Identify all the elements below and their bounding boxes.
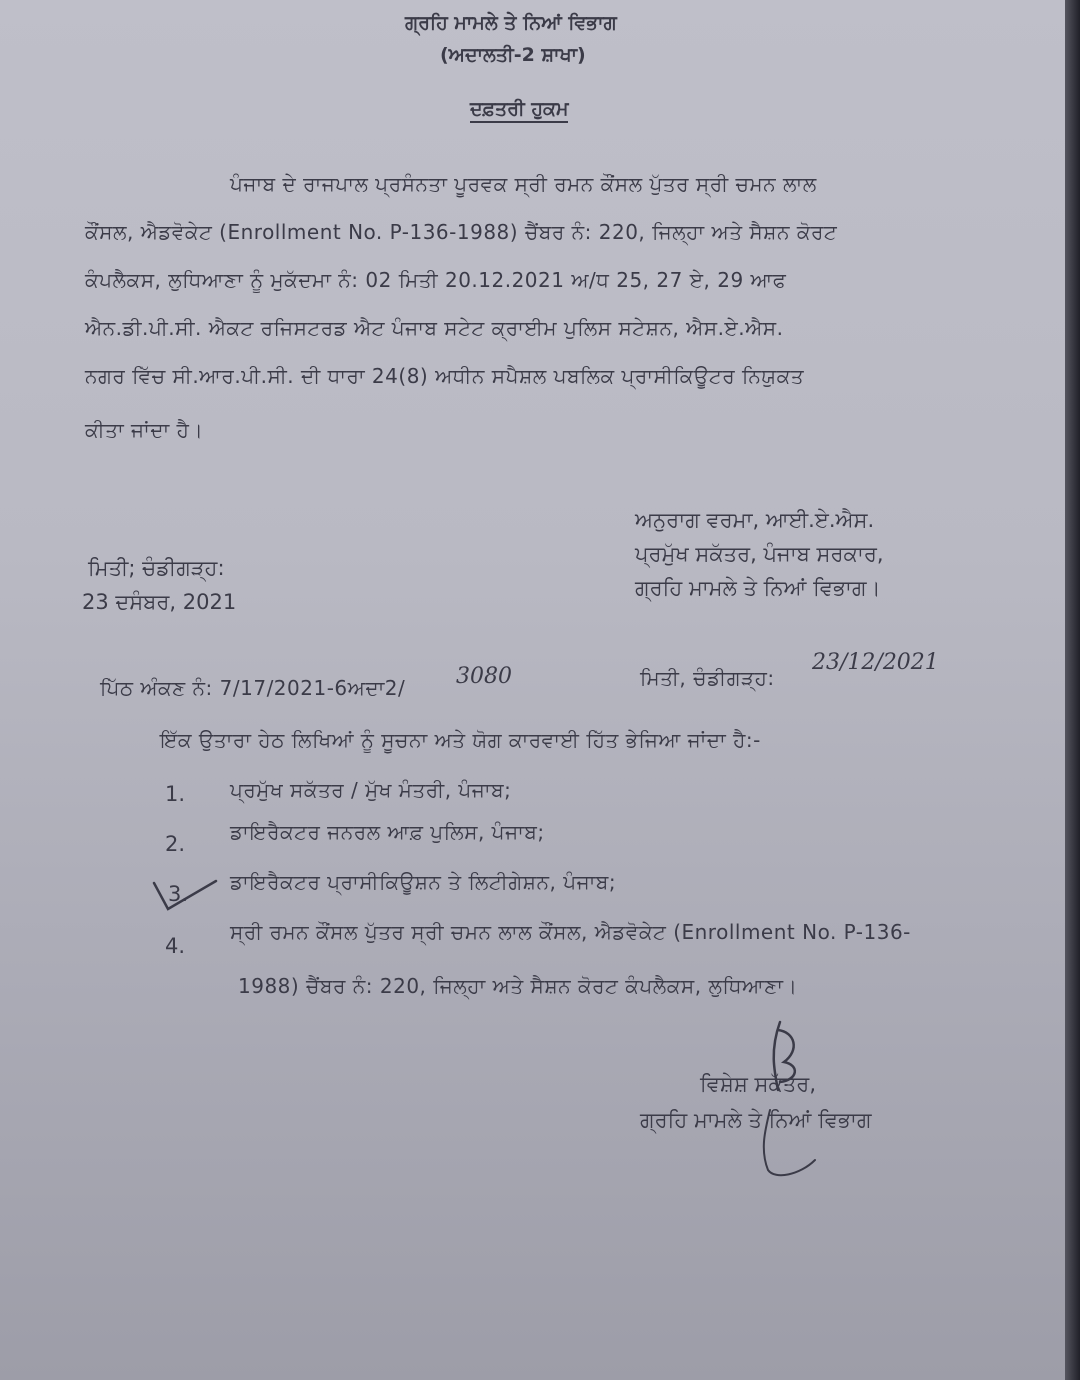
recipient-number: 4.	[165, 934, 186, 958]
recipient-number: 2.	[165, 832, 186, 856]
order-body-line-2: ਕੌਂਸਲ, ਐਡਵੋਕੇਟ (Enrollment No. P-136-1988) ਚੈਂਬਰ ਨੰ: 220, ਜਿਲ੍ਹਾ ਅਤੇ ਸੈਸ਼ਨ ਕੋਰਟ	[85, 220, 838, 244]
recipient-item-4-cont: 1988) ਚੈਂਬਰ ਨੰ: 220, ਜਿਲ੍ਹਾ ਅਤੇ ਸੈਸ਼ਨ ਕੋਰਟ ਕੰਪਲੈਕਸ, ਲੁਧਿਆਣਾ।	[238, 974, 798, 998]
date-place-label: ਮਿਤੀ; ਚੰਡੀਗੜ੍ਹ:	[88, 556, 225, 580]
order-body-line-6: ਕੀਤਾ ਜਾਂਦਾ ਹੈ।	[85, 418, 204, 442]
endorsement-number-label: ਪਿੱਠ ਅੰਕਣ ਨੰ: 7/17/2021-6ਅਦਾ2/	[100, 676, 406, 700]
order-title: ਦਫ਼ਤਰੀ ਹੁਕਮ	[470, 98, 568, 123]
order-body-line-3: ਕੰਪਲੈਕਸ, ਲੁਧਿਆਣਾ ਨੂੰ ਮੁਕੱਦਮਾ ਨੰ: 02 ਮਿਤੀ 20.12.2021 ਅ/ਧ 25, 27 ਏ, 29 ਆਫ	[85, 268, 787, 292]
endorsement-intro: ਇੱਕ ਉਤਾਰਾ ਹੇਠ ਲਿਖਿਆਂ ਨੂੰ ਸੂਚਨਾ ਅਤੇ ਯੋਗ ਕਾਰਵਾਈ ਹਿੱਤ ਭੇਜਿਆ ਜਾਂਦਾ ਹੈ:-	[160, 728, 761, 752]
footer-department: ਗ੍ਰਹਿ ਮਾਮਲੇ ਤੇ ਨਿਆਂ ਵਿਭਾਗ	[640, 1108, 872, 1132]
order-body-line-5: ਨਗਰ ਵਿੱਚ ਸੀ.ਆਰ.ਪੀ.ਸੀ. ਦੀ ਧਾਰਾ 24(8) ਅਧੀਨ ਸਪੈਸ਼ਲ ਪਬਲਿਕ ਪ੍ਰਾਸੀਕਿਊਟਰ ਨਿਯੁਕਤ	[85, 364, 805, 388]
recipient-number: 1.	[165, 782, 186, 806]
recipient-item-4: ਸ੍ਰੀ ਰਮਨ ਕੌਂਸਲ ਪੁੱਤਰ ਸ੍ਰੀ ਚਮਨ ਲਾਲ ਕੌਂਸਲ, ਐਡਵੋਕੇਟ (Enrollment No. P-136-	[230, 920, 911, 944]
recipient-number: 3.	[168, 882, 189, 906]
signatory-designation: ਪ੍ਰਮੁੱਖ ਸਕੱਤਰ, ਪੰਜਾਬ ਸਰਕਾਰ,	[635, 542, 884, 566]
recipient-item-2: ਡਾਇਰੈਕਟਰ ਜਨਰਲ ਆਫ਼ ਪੁਲਿਸ, ਪੰਜਾਬ;	[230, 820, 545, 844]
department-heading: ਗ੍ਰਹਿ ਮਾਮਲੇ ਤੇ ਨਿਆਂ ਵਿਭਾਗ	[405, 12, 617, 34]
branch-heading: (ਅਦਾਲਤੀ-2 ਸ਼ਾਖਾ)	[440, 44, 586, 66]
endorsement-date-handwritten: 23/12/2021	[812, 650, 939, 675]
recipient-item-3: ਡਾਇਰੈਕਟਰ ਪ੍ਰਾਸੀਕਿਊਸ਼ਨ ਤੇ ਲਿਟੀਗੇਸ਼ਨ, ਪੰਜਾਬ;	[230, 870, 617, 894]
order-body-line-4: ਐਨ.ਡੀ.ਪੀ.ਸੀ. ਐਕਟ ਰਜਿਸਟਰਡ ਐਟ ਪੰਜਾਬ ਸਟੇਟ ਕ੍ਰਾਈਮ ਪੁਲਿਸ ਸਟੇਸ਼ਨ, ਐਸ.ਏ.ਐਸ.	[85, 316, 784, 340]
recipient-item-1: ਪ੍ਰਮੁੱਖ ਸਕੱਤਰ / ਮੁੱਖ ਮੰਤਰੀ, ਪੰਜਾਬ;	[230, 778, 512, 802]
signatory-name: ਅਨੁਰਾਗ ਵਰਮਾ, ਆਈ.ਏ.ਐਸ.	[635, 508, 875, 532]
order-body-line-1: ਪੰਜਾਬ ਦੇ ਰਾਜਪਾਲ ਪ੍ਰਸੰਨਤਾ ਪੂਰਵਕ ਸ੍ਰੀ ਰਮਨ ਕੌਂਸਲ ਪੁੱਤਰ ਸ੍ਰੀ ਚਮਨ ਲਾਲ	[230, 172, 817, 196]
footer-designation: ਵਿਸ਼ੇਸ਼ ਸਕੱਤਰ,	[700, 1072, 816, 1096]
endorsement-number-handwritten: 3080	[456, 664, 512, 689]
signatory-department: ਗ੍ਰਹਿ ਮਾਮਲੇ ਤੇ ਨਿਆਂ ਵਿਭਾਗ।	[635, 576, 881, 600]
page-edge-shadow	[1065, 0, 1080, 1380]
order-date: 23 ਦਸੰਬਰ, 2021	[82, 590, 237, 614]
endorsement-date-label: ਮਿਤੀ, ਚੰਡੀਗੜ੍ਹ:	[640, 666, 775, 690]
